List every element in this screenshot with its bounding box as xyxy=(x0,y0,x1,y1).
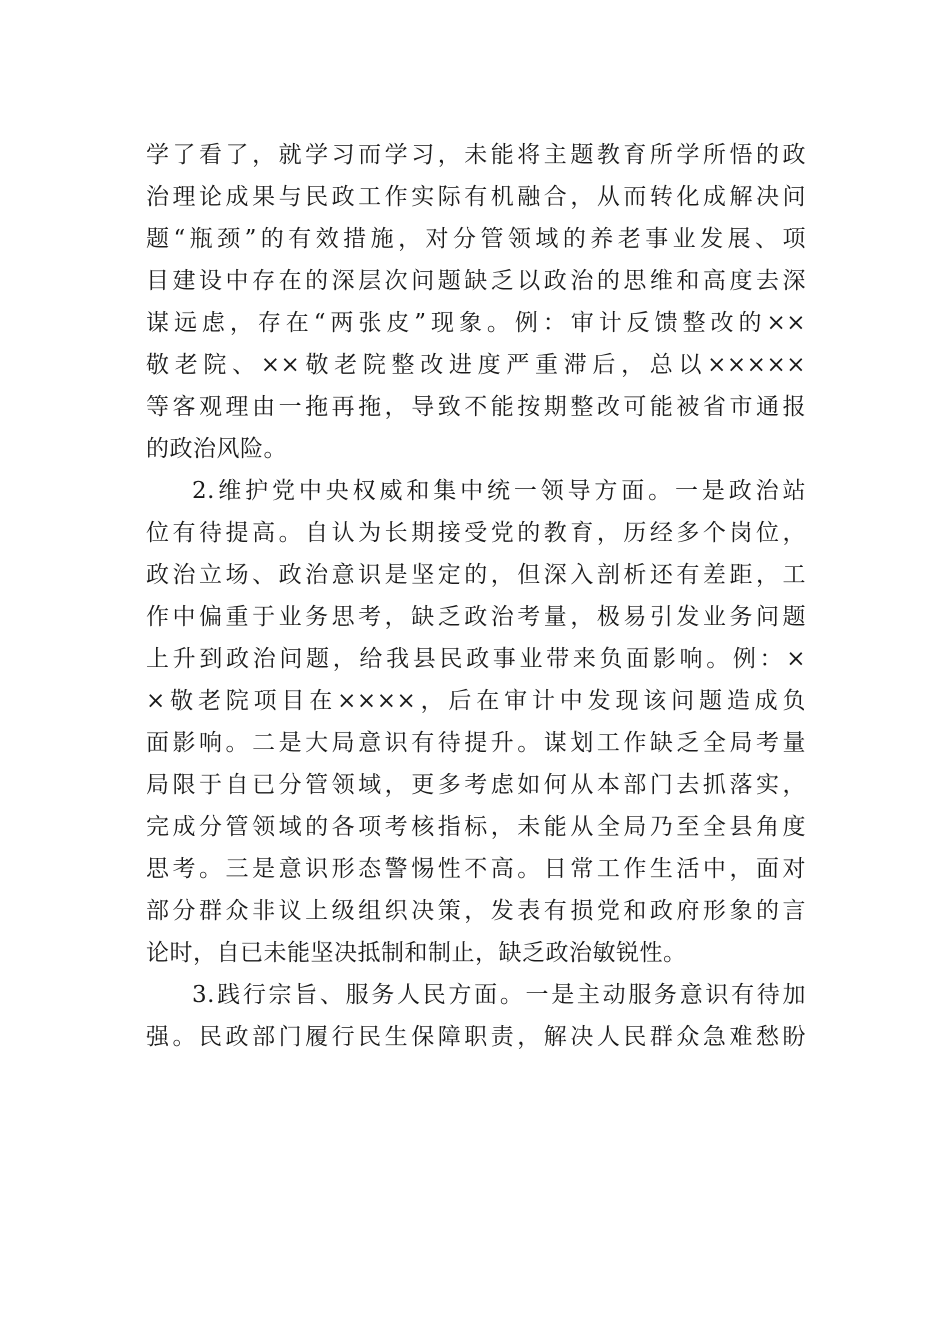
text-line: 论时，自已未能坚决抵制和制止，缺乏政治敏锐性。 xyxy=(146,940,687,966)
text-line: ×敬老院项目在××××，后在审计中发现该问题造成负 xyxy=(146,688,806,714)
text-line: 谋远虑，存在“两张皮”现象。例：审计反馈整改的×× xyxy=(146,310,806,336)
paragraph-3-first-line: 3.践行宗旨、服务人民方面。一是主动服务意识有待加 xyxy=(192,982,806,1008)
text-line: 目建设中存在的深层次问题缺乏以政治的思维和高度去深 xyxy=(146,268,806,294)
text-line: 强。民政部门履行民生保障职责，解决人民群众急难愁盼 xyxy=(146,1024,806,1050)
text-line: 思考。三是意识形态警惕性不高。日常工作生活中，面对 xyxy=(146,856,806,882)
text-line: 位有待提高。自认为长期接受党的教育，历经多个岗位， xyxy=(146,520,806,546)
text-line: 作中偏重于业务思考，缺乏政治考量，极易引发业务问题 xyxy=(146,604,806,630)
text-line: 题“瓶颈”的有效措施，对分管领域的养老事业发展、项 xyxy=(146,226,806,252)
paragraph-2-first-line: 2.维护党中央权威和集中统一领导方面。一是政治站 xyxy=(192,478,806,504)
text-line: 学了看了，就学习而学习，未能将主题教育所学所悟的政 xyxy=(146,142,806,168)
text-line: 等客观理由一拖再拖，导致不能按期整改可能被省市通报 xyxy=(146,394,806,420)
text-line: 部分群众非议上级组织决策，发表有损党和政府形象的言 xyxy=(146,898,806,924)
text-line: 敬老院、××敬老院整改进度严重滞后，总以××××× xyxy=(146,352,806,378)
text-line: 政治立场、政治意识是坚定的，但深入剖析还有差距，工 xyxy=(146,562,806,588)
text-line: 完成分管领域的各项考核指标，未能从全局乃至全县角度 xyxy=(146,814,806,840)
document-body xyxy=(146,134,806,1058)
text-line: 上升到政治问题，给我县民政事业带来负面影响。例：× xyxy=(146,646,806,672)
text-line: 的政治风险。 xyxy=(146,436,287,462)
text-line: 面影响。二是大局意识有待提升。谋划工作缺乏全局考量 xyxy=(146,730,806,756)
text-line: 局限于自已分管领域，更多考虑如何从本部门去抓落实， xyxy=(146,772,806,798)
text-line: 治理论成果与民政工作实际有机融合，从而转化成解决问 xyxy=(146,184,806,210)
